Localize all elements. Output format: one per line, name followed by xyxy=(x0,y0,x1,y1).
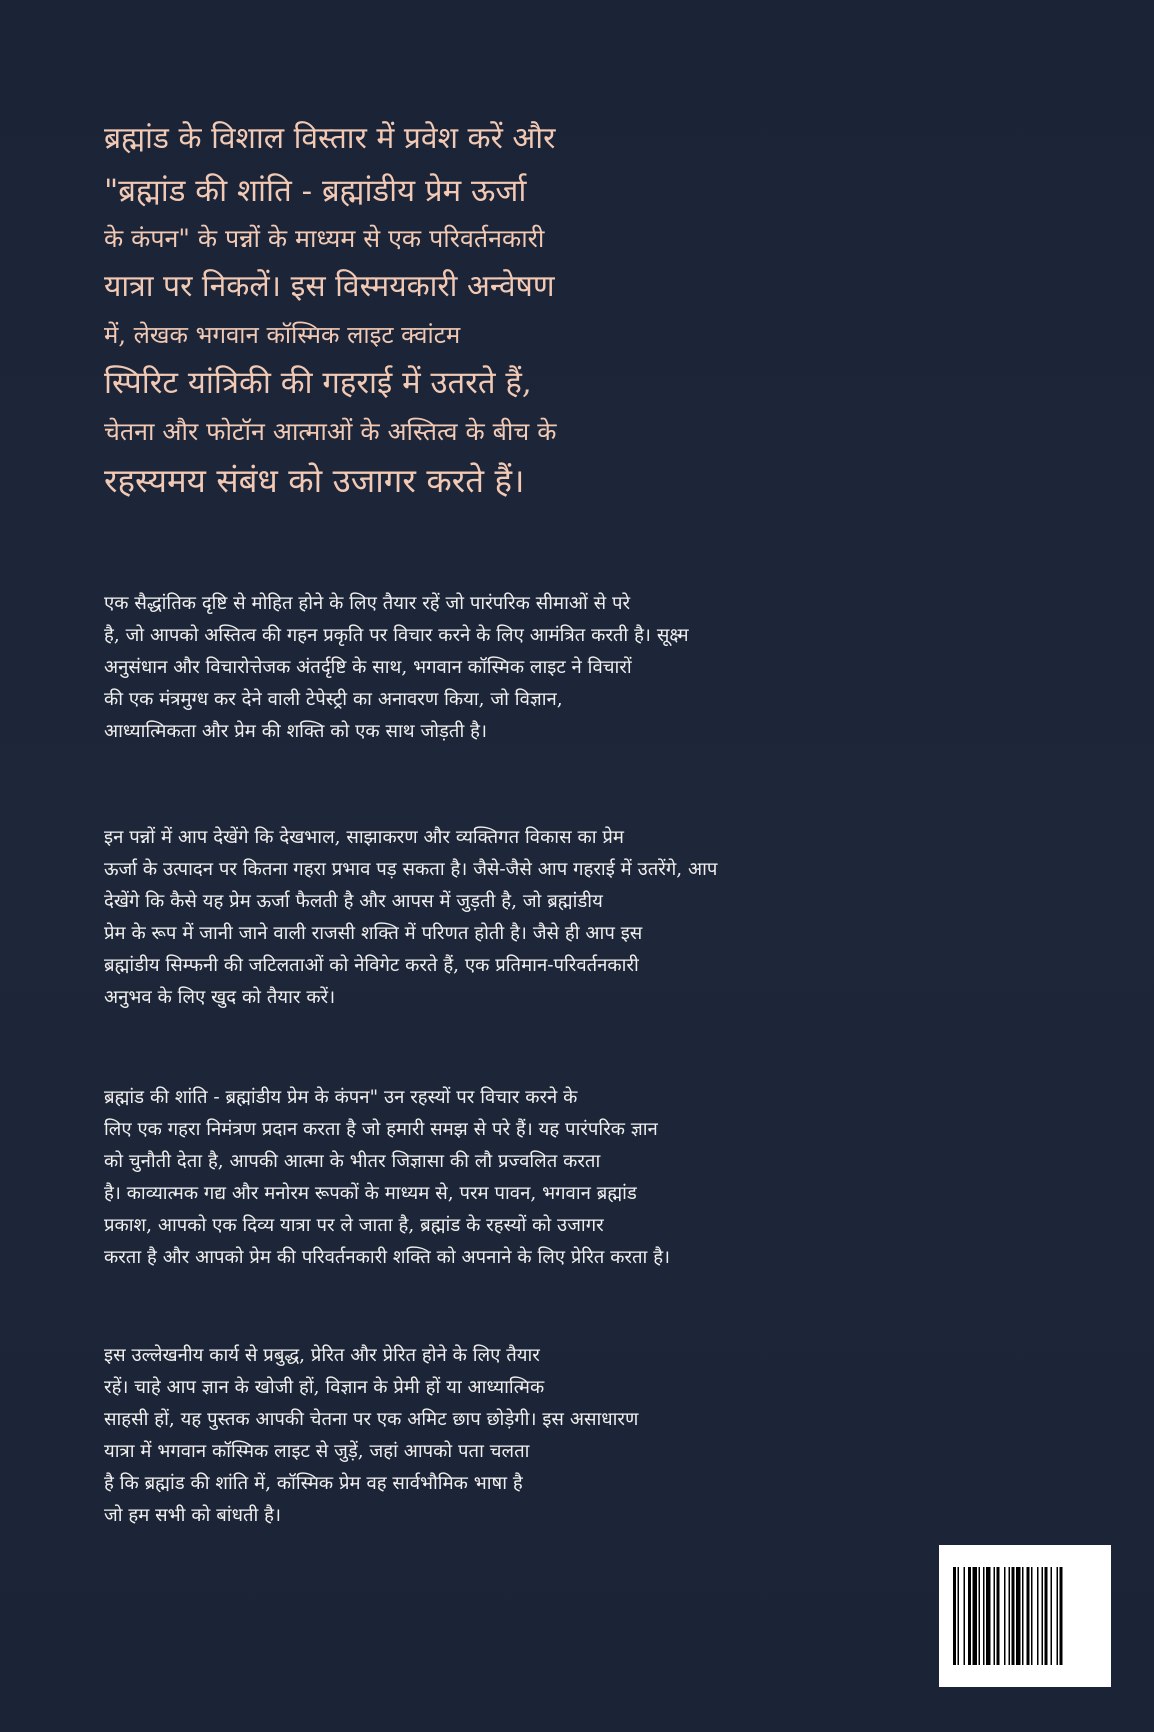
intro-line: स्पिरिट यांत्रिकी की गहराई में उतरते हैं, xyxy=(104,365,532,401)
barcode-icon xyxy=(953,1567,1097,1665)
barcode-bar xyxy=(953,1567,956,1665)
paragraph-line: है, जो आपको अस्तित्व की गहन प्रकृति पर विचार करने के लिए आमंत्रित करती है। सूक्ष्म xyxy=(104,625,689,646)
barcode-bar xyxy=(1027,1567,1030,1665)
intro-line: के कंपन" के पन्नों के माध्यम से एक परिवर्तनकारी xyxy=(104,224,545,253)
barcode-bar xyxy=(979,1567,981,1665)
paragraph-line: प्रेम के रूप में जानी जाने वाली राजसी शक्ति में परिणत होती है। जैसे ही आप इस xyxy=(104,923,643,944)
barcode-bar xyxy=(1060,1567,1063,1665)
description-paragraph xyxy=(104,1082,984,1274)
barcode-bar xyxy=(1012,1567,1015,1665)
barcode-bar xyxy=(1042,1567,1044,1665)
barcode-bar xyxy=(983,1567,985,1665)
barcode-bar xyxy=(1016,1567,1021,1665)
paragraph-line: जो हम सभी को बांधती है। xyxy=(104,1505,282,1526)
barcode-bar xyxy=(1009,1567,1011,1665)
intro-line: ब्रह्मांड के विशाल विस्तार में प्रवेश करें और xyxy=(104,121,556,156)
barcode-bar xyxy=(968,1567,971,1665)
description-paragraph xyxy=(104,588,984,748)
paragraph-line: देखेंगे कि कैसे यह प्रेम ऊर्जा फैलती है और आपस में जुड़ती है, जो ब्रह्मांडीय xyxy=(104,891,603,912)
paragraph-line: साहसी हों, यह पुस्तक आपकी चेतना पर एक अमिट छाप छोड़ेगी। इस असाधारण xyxy=(104,1409,639,1430)
intro-blurb xyxy=(104,112,1004,507)
paragraph-line: यात्रा में भगवान कॉस्मिक लाइट से जुड़ें, जहां आपको पता चलता xyxy=(104,1441,530,1462)
paragraph-line: ऊर्जा के उत्पादन पर कितना गहरा प्रभाव पड़ सकता है। जैसे-जैसे आप गहराई में उतरेंगे, आप xyxy=(104,859,718,880)
barcode-bar xyxy=(973,1567,978,1665)
intro-line: चेतना और फोटॉन आत्माओं के अस्तित्व के बीच के xyxy=(104,417,557,446)
paragraph-line: लिए एक गहरा निमंत्रण प्रदान करता है जो हमारी समझ से परे हैं। यह पारंपरिक ज्ञान xyxy=(104,1119,658,1140)
paragraph-line: इस उल्लेखनीय कार्य से प्रबुद्ध, प्रेरित और प्रेरित होने के लिए तैयार xyxy=(104,1345,540,1366)
barcode-panel xyxy=(939,1545,1111,1687)
paragraph-line: ब्रह्मांडीय सिम्फनी की जटिलताओं को नेविगेट करते हैं, एक प्रतिमान-परिवर्तनकारी xyxy=(104,955,639,976)
paragraph-line: अनुभव के लिए खुद को तैयार करें। xyxy=(104,987,336,1008)
description-paragraph xyxy=(104,1340,984,1532)
paragraph-line: है कि ब्रह्मांड की शांति में, कॉस्मिक प्रेम वह सार्वभौमिक भाषा है xyxy=(104,1473,523,1494)
paragraph-line: अनुसंधान और विचारोत्तेजक अंतर्दृष्टि के साथ, भगवान कॉस्मिक लाइट ने विचारों xyxy=(104,657,632,678)
intro-line: में, लेखक भगवान कॉस्मिक लाइट क्वांटम xyxy=(104,321,461,349)
intro-line: यात्रा पर निकलें। इस विस्मयकारी अन्वेषण xyxy=(104,269,555,304)
barcode-bar xyxy=(986,1567,991,1665)
barcode-bar xyxy=(964,1567,966,1665)
paragraph-line: को चुनौती देता है, आपकी आत्मा के भीतर जिज्ञासा की लौ प्रज्वलित करता xyxy=(104,1151,601,1172)
barcode-bar xyxy=(997,1567,1000,1665)
paragraph-line: रहें। चाहे आप ज्ञान के खोजी हों, विज्ञान के प्रेमी हों या आध्यात्मिक xyxy=(104,1377,545,1398)
paragraph-line: की एक मंत्रमुग्ध कर देने वाली टेपेस्ट्री का अनावरण किया, जो विज्ञान, xyxy=(104,689,563,710)
paragraph-line: इन पन्नों में आप देखेंगे कि देखभाल, साझाकरण और व्यक्तिगत विकास का प्रेम xyxy=(104,827,624,848)
paragraph-line: आध्यात्मिकता और प्रेम की शक्ति को एक साथ जोड़ती है। xyxy=(104,721,487,742)
barcode-bar xyxy=(1045,1567,1048,1665)
paragraph-line: ब्रह्मांड की शांति - ब्रह्मांडीय प्रेम के कंपन" उन रहस्यों पर विचार करने के xyxy=(104,1087,578,1108)
barcode-bar xyxy=(1037,1567,1039,1665)
description-paragraph xyxy=(104,822,984,1014)
barcode-bar xyxy=(1057,1567,1059,1665)
paragraph-line: एक सैद्धांतिक दृष्टि से मोहित होने के लिए तैयार रहें जो पारंपरिक सीमाओं से परे xyxy=(104,593,631,614)
barcode-bar xyxy=(994,1567,996,1665)
barcode-bar xyxy=(1004,1567,1006,1665)
barcode-bar xyxy=(958,1567,960,1665)
barcode-bar xyxy=(1022,1567,1024,1665)
paragraph-line: है। काव्यात्मक गद्य और मनोरम रूपकों के माध्यम से, परम पावन, भगवान ब्रह्मांड xyxy=(104,1183,637,1204)
barcode-bar xyxy=(1031,1567,1033,1665)
paragraph-line: करता है और आपको प्रेम की परिवर्तनकारी शक्ति को अपनाने के लिए प्रेरित करता है। xyxy=(104,1247,671,1268)
intro-line: "ब्रह्मांड की शांति - ब्रह्मांडीय प्रेम ऊर्जा xyxy=(104,173,527,209)
paragraph-line: प्रकाश, आपको एक दिव्य यात्रा पर ले जाता है, ब्रह्मांड के रहस्यों को उजागर xyxy=(104,1215,604,1236)
intro-line: रहस्यमय संबंध को उजागर करते हैं। xyxy=(104,461,525,500)
barcode-bar xyxy=(1051,1567,1053,1665)
